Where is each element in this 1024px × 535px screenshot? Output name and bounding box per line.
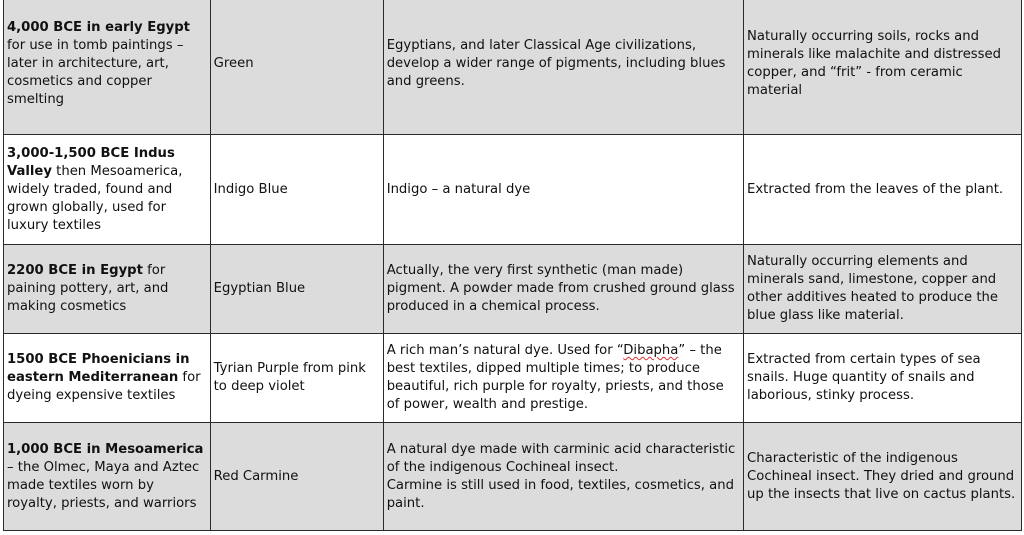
table-row [4, 0, 1022, 135]
table-row [4, 334, 1022, 423]
source-cell: Naturally occurring soils, rocks and minerals like malachite and distressed copper, and “frit” - from ceramic material [744, 0, 1022, 135]
era-cell: 1500 BCE Phoenicians in eastern Mediterranean for dyeing expensive textiles [4, 334, 211, 423]
era-cell: 1,000 BCE in Mesoamerica – the Olmec, Maya and Aztec made textiles worn by royalty, priests, and warriors [4, 423, 211, 531]
source-cell: Characteristic of the indigenous Cochineal insect. They dried and ground up the insects that live on cactus plants. [744, 423, 1022, 531]
pigment-cell: Indigo Blue [210, 135, 383, 245]
description-cell: A natural dye made with carminic acid characteristic of the indigenous Cochineal insect. Carmine is still used in food, textiles, cosmetics, and paint. [383, 423, 743, 531]
era-cell: 2200 BCE in Egypt for paining pottery, art, and making cosmetics [4, 245, 211, 334]
pigment-cell: Tyrian Purple from pink to deep violet [210, 334, 383, 423]
pigment-history-table [3, 0, 1022, 531]
description-cell: Egyptians, and later Classical Age civilizations, develop a wider range of pigments, including blues and greens. [383, 0, 743, 135]
pigment-cell: Red Carmine [210, 423, 383, 531]
description-cell: Actually, the very first synthetic (man made) pigment. A powder made from crushed ground glass produced in a chemical process. [383, 245, 743, 334]
pigment-cell: Egyptian Blue [210, 245, 383, 334]
era-cell: 4,000 BCE in early Egypt for use in tomb paintings – later in architecture, art, cosmetics and copper smelting [4, 0, 211, 135]
pigment-cell: Green [210, 0, 383, 135]
source-cell: Extracted from the leaves of the plant. [744, 135, 1022, 245]
source-cell: Naturally occurring elements and minerals sand, limestone, copper and other additives heated to produce the blue glass like material. [744, 245, 1022, 334]
description-cell: Indigo – a natural dye [383, 135, 743, 245]
table-row [4, 423, 1022, 531]
source-cell: Extracted from certain types of sea snails. Huge quantity of snails and laborious, stinky process. [744, 334, 1022, 423]
table-row [4, 135, 1022, 245]
description-cell: A rich man’s natural dye. Used for “Dibapha” – the best textiles, dipped multiple times; to produce beautiful, rich purple for royalty, priests, and those of power, wealth and prestige. [383, 334, 743, 423]
era-cell: 3,000-1,500 BCE Indus Valley then Mesoamerica, widely traded, found and grown globally, used for luxury textiles [4, 135, 211, 245]
table-row [4, 245, 1022, 334]
